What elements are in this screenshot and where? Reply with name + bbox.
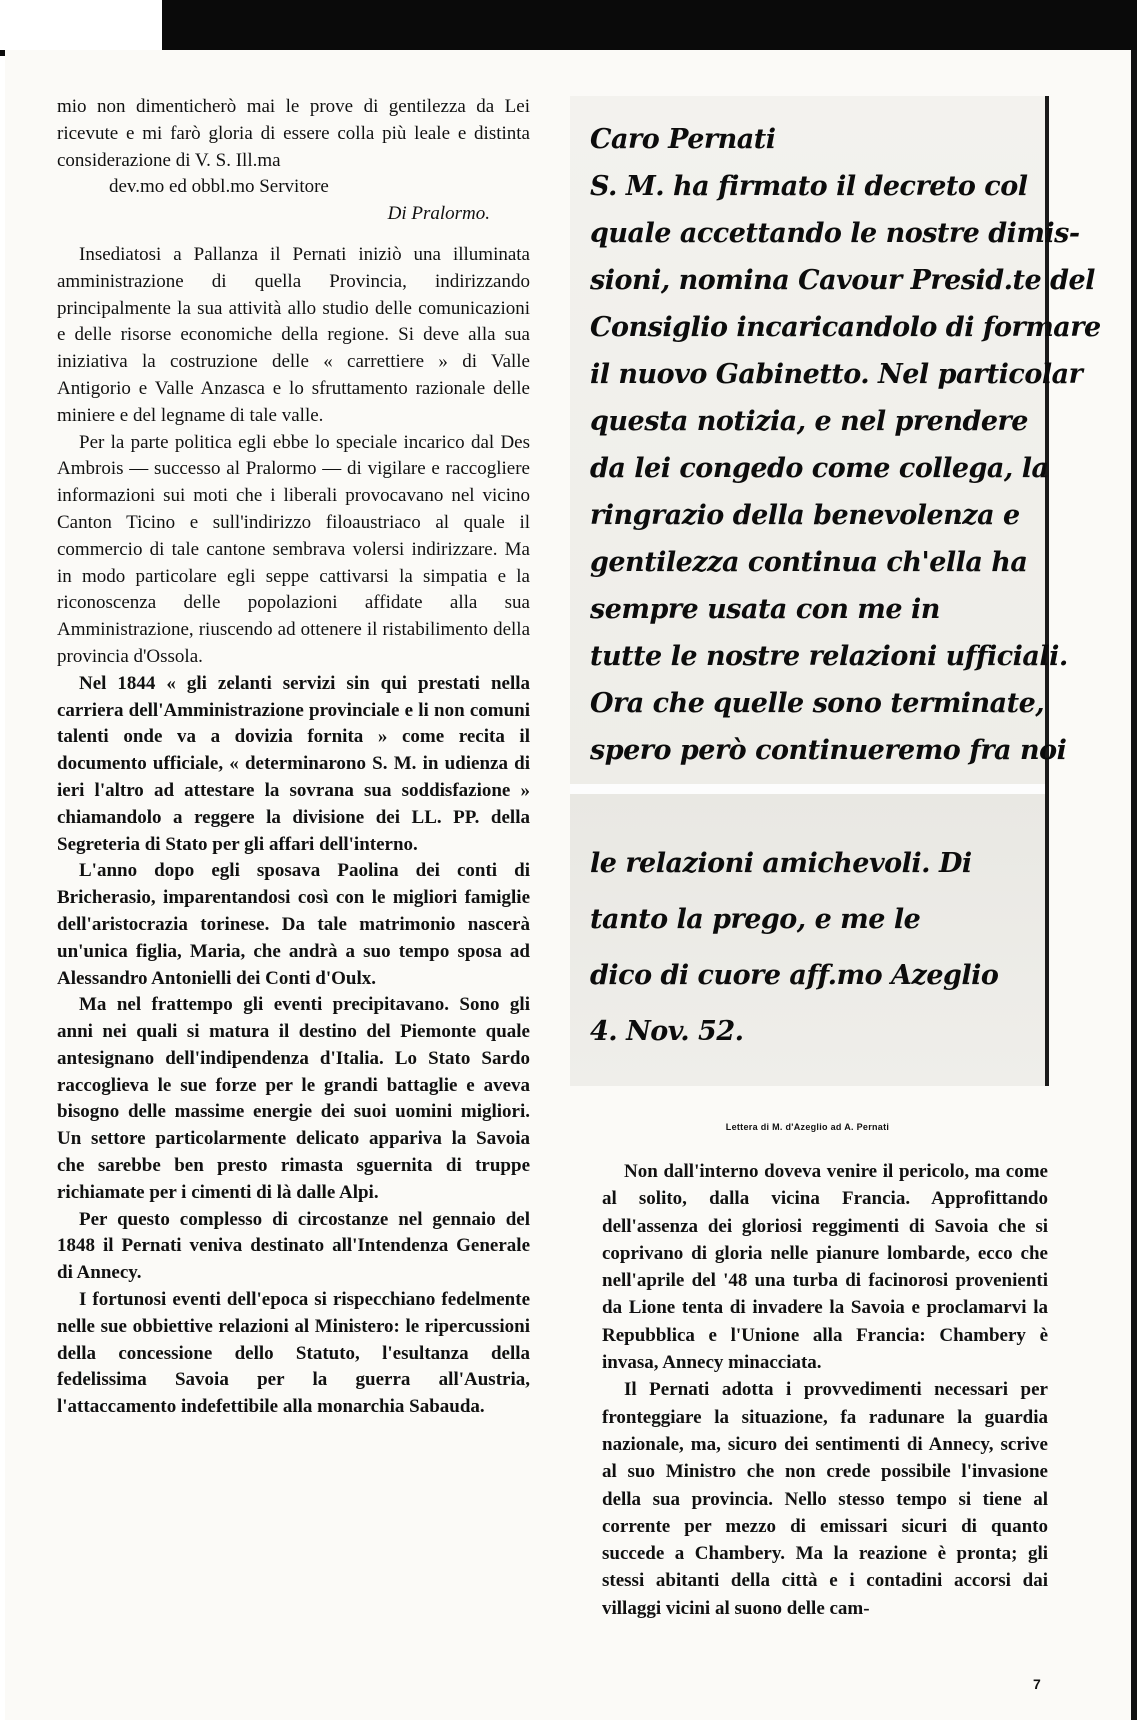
paragraph: Insediatosi a Pallanza il Pernati iniziò una illuminata amministrazione di quella Provincia, indirizzando principalmente la sua attività allo studio delle comunicazioni e delle risorse economiche della regione. Si deve alla sua iniziativa la costruzione delle « carrettiere » di Valle Antigorio e Valle Anzasca e lo sfruttamento razionale delle miniere e del legname di tale valle. bbox=[57, 243, 530, 426]
figure-caption: Lettera di M. d'Azeglio ad A. Pernati bbox=[725, 1122, 890, 1132]
paragraph: Per la parte politica egli ebbe lo speciale incarico dal Des Ambrois — successo al Pralormo — di vigilare e raccogliere informazioni sui moti che i liberali provocavano nel vicino Canton Ticino e sull'indirizzo filoaustriaco al quale il commercio di tale cantone sembrava volersi indirizzare. Ma in modo particolare egli seppe cattivarsi la simpatia e la riconoscenza delle popolazioni affidate alla sua Amministrazione, riuscendo ad ottenere il ristabilimento della provincia d'Ossola. bbox=[57, 431, 530, 667]
paragraph: Ma nel frattempo gli eventi precipitavano. Sono gli anni nei quali si matura il destino del Piemonte quale antesignano dell'indipendenza d'Italia. Lo Stato Sardo raccoglieva le sue forze per le grandi battaglie e aveva bisogno delle massime energie dei suoi uomini migliori. Un settore particolarmente delicato appariva la Savoia che sarebbe ben presto rimasta sguernita di truppe richiamate per i cimenti di là dalle Alpi. bbox=[57, 994, 530, 1203]
handwritten-line: quale accettando le nostre dimis- bbox=[590, 218, 1080, 249]
scan-right-border bbox=[1131, 50, 1137, 1720]
letter-facsimile bbox=[570, 96, 1101, 1086]
page-number: 7 bbox=[1033, 1676, 1041, 1692]
handwritten-line: 4. Nov. 52. bbox=[590, 1016, 744, 1047]
paragraph: Non dall'interno doveva venire il pericolo, ma come al solito, dalla vicina Francia. Approfittando dell'assenza dei gloriosi reggimenti di Savoia che si coprivano di gloria nelle pianure lombarde, ecco che nell'aprile del '48 una turba di facinorosi provenienti da Lione tenta di invadere la Savoia e proclamarvi la Repubblica e l'Unione alla Francia: Chambery è invasa, Annecy minacciata. bbox=[602, 1161, 1048, 1374]
handwritten-line: da lei congedo come collega, la bbox=[590, 453, 1049, 484]
scan-corner bbox=[0, 0, 162, 50]
scan-top-border bbox=[0, 0, 1137, 56]
handwritten-line: S. M. ha firmato il decreto col bbox=[590, 171, 1028, 202]
handwritten-line: questa notizia, e nel prendere bbox=[590, 406, 1028, 437]
paragraph: mio non dimenticherò mai le prove di gentilezza da Lei ricevute e mi farò gloria di essere colla più leale e distinta considerazione di V. S. Ill.ma bbox=[57, 96, 530, 171]
paragraph: I fortunosi eventi dell'epoca si rispecchiano fedelmente nelle sue obbiettive relazioni al Ministero: le ripercussioni della concessione dello Statuto, l'esultanza della fedelissima Savoia per la guerra all'Austria, l'attaccamento indefettibile alla monarchia Sabauda. bbox=[57, 1289, 530, 1418]
handwritten-line: sempre usata con me in bbox=[590, 594, 940, 625]
closing: dev.mo ed obbl.mo Servitore bbox=[109, 176, 329, 198]
handwritten-line: Consiglio incaricandolo di formare bbox=[590, 312, 1101, 343]
right-column bbox=[602, 1158, 1048, 1622]
handwritten-line: il nuovo Gabinetto. Nel particolar bbox=[590, 359, 1083, 390]
paragraph: Per questo complesso di circostanze nel gennaio del 1848 il Pernati veniva destinato all'Intendenza Generale di Annecy. bbox=[57, 1208, 530, 1284]
handwritten-text-bottom bbox=[590, 836, 1030, 1060]
handwritten-line: ringrazio della benevolenza e bbox=[590, 500, 1020, 531]
handwritten-line: tanto la prego, e me le bbox=[590, 904, 921, 935]
left-column bbox=[57, 94, 530, 1421]
handwritten-line: Ora che quelle sono terminate, bbox=[590, 688, 1045, 719]
paragraph: L'anno dopo egli sposava Paolina dei conti di Bricherasio, imparentandosi così con le migliori famiglie dell'aristocrazia torinese. Da tale matrimonio nascerà un'unica figlia, Maria, che andrà a suo tempo sposa ad Alessandro Antonielli dei Conti d'Oulx. bbox=[57, 860, 530, 989]
handwritten-line: gentilezza continua ch'ella ha bbox=[590, 547, 1028, 578]
handwritten-line: Caro Pernati bbox=[590, 124, 776, 155]
handwritten-line: spero però continueremo fra noi bbox=[590, 735, 1067, 766]
paragraph: Il Pernati adotta i provvedimenti necessari per fronteggiare la situazione, fa radunare la guardia nazionale, ma, sicuro dei sentimenti di Annecy, scrive al suo Ministro che non crede possibile l'invasione della sua provincia. Nello stesso tempo si tiene al corrente per mezzo di emissari sicuri di quanto succede a Chambery. Ma la reazione è pronta; gli stessi abitanti della città e i contadini accorsi dai villaggi vicini al suono delle cam- bbox=[602, 1379, 1048, 1619]
handwritten-line: tutte le nostre relazioni ufficiali. bbox=[590, 641, 1068, 672]
handwritten-line: dico di cuore aff.mo Azeglio bbox=[590, 960, 999, 991]
signature: Di Pralormo. bbox=[387, 203, 490, 225]
handwritten-line: le relazioni amichevoli. Di bbox=[590, 848, 972, 879]
paragraph: Nel 1844 « gli zelanti servizi sin qui prestati nella carriera dell'Amministrazione provinciale e li non comuni talenti onde va a dovizia fornita » come recita il documento ufficiale, « determinarono S. M. in udienza di ieri l'altro ad attestare la sovrana sua soddisfazione » chiamandolo a reggere la divisione dei LL. PP. della Segreteria di Stato per gli affari dell'interno. bbox=[57, 672, 530, 855]
handwritten-line: sioni, nomina Cavour Presid.te del bbox=[590, 265, 1095, 296]
handwritten-text-top bbox=[590, 116, 1101, 774]
letter-fold bbox=[570, 784, 1045, 794]
